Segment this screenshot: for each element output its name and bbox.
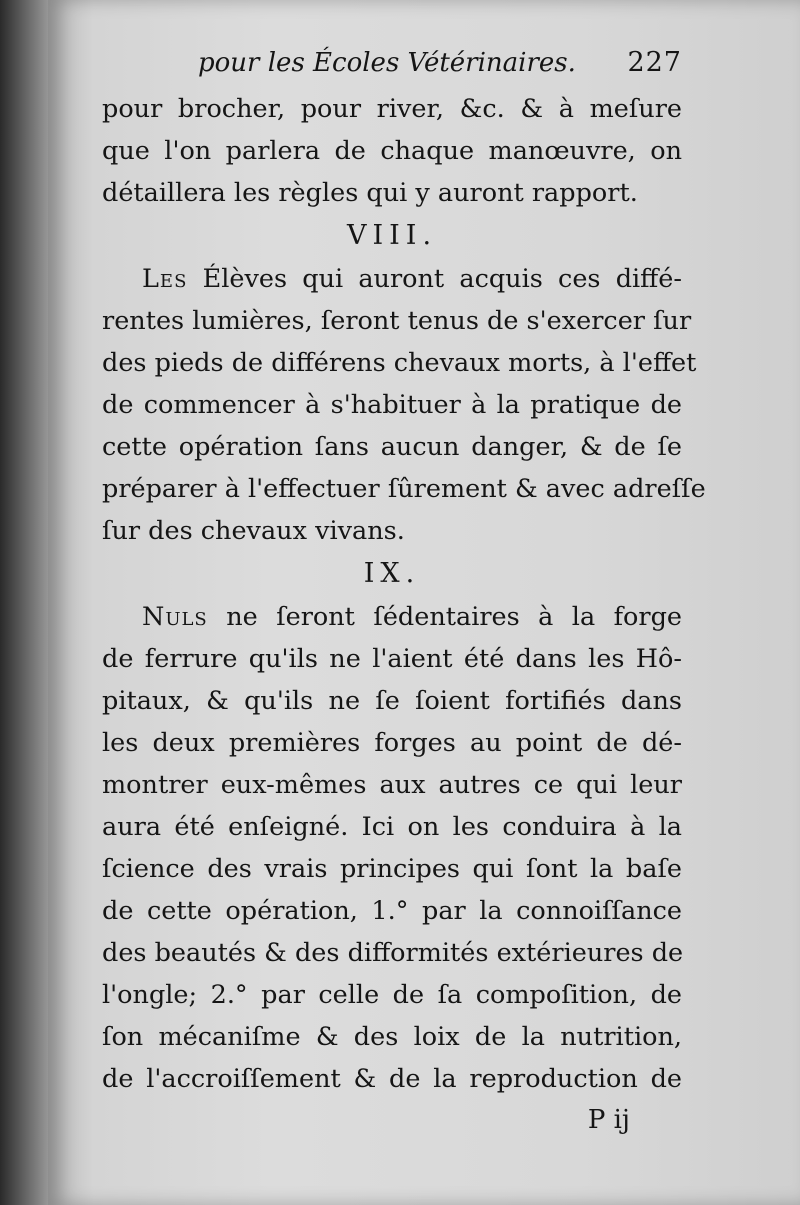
text-line: pour brocher, pour river, &c. & à meſure — [102, 94, 682, 124]
text-line: des beautés & des difformités extérieures de — [102, 938, 684, 968]
paragraph-lead-word: Nuls — [142, 602, 208, 632]
text-line: que l'on parlera de chaque manœuvre, on — [102, 136, 682, 166]
text-line — [102, 258, 682, 300]
running-head — [102, 38, 682, 88]
text-line: de cette opération, 1.° par la connoiſſance — [102, 896, 682, 926]
text-line: de l'accroiſſement & de la reproduction de — [102, 1064, 682, 1094]
text-line: rentes lumières, ſeront tenus de s'exercer ſur — [102, 306, 692, 336]
text-line: montrer eux-mêmes aux autres ce qui leur — [102, 770, 682, 800]
book-page — [48, 0, 800, 1205]
text-line: l'ongle; 2.° par celle de ſa compoſition, de — [102, 980, 682, 1010]
section-heading-ix: IX. — [363, 558, 421, 589]
text-line: ſur des chevaux vivans. — [102, 516, 405, 546]
text-line: de ferrure qu'ils ne l'aient été dans les Hô- — [102, 644, 682, 674]
page-number: 227 — [627, 47, 682, 78]
text-line: ſcience des vrais principes qui ſont la baſe — [102, 854, 682, 884]
running-title: pour les Écoles Vétérinaires. — [198, 48, 576, 78]
text-line: détaillera les règles qui y auront rapport. — [102, 178, 638, 208]
text-line-content: Élèves qui auront acquis ces diffé- — [202, 264, 682, 294]
text-line: cette opération ſans aucun danger, & de ſe — [102, 432, 682, 462]
section-heading-viii: VIII. — [346, 220, 438, 251]
text-line: les deux premières forges au point de dé- — [102, 728, 682, 758]
text-line — [102, 596, 682, 638]
signature-mark: P ij — [587, 1105, 630, 1135]
text-line: des pieds de différens chevaux morts, à l'effet — [102, 348, 697, 378]
text-line: préparer à l'effectuer ſûrement & avec adreſſe — [102, 474, 706, 504]
text-line: aura été enſeigné. Ici on les conduira à la — [102, 812, 682, 842]
text-line: ſon mécaniſme & des loix de la nutrition, — [102, 1022, 682, 1052]
paragraph-lead-word: Les — [142, 264, 188, 294]
page-text-block — [102, 38, 706, 1140]
text-line: pitaux, & qu'ils ne ſe ſoient fortifiés dans — [102, 686, 682, 716]
text-line-content: ne ſeront ſédentaires à la forge — [226, 602, 683, 632]
text-line: de commencer à s'habituer à la pratique de — [102, 390, 682, 420]
